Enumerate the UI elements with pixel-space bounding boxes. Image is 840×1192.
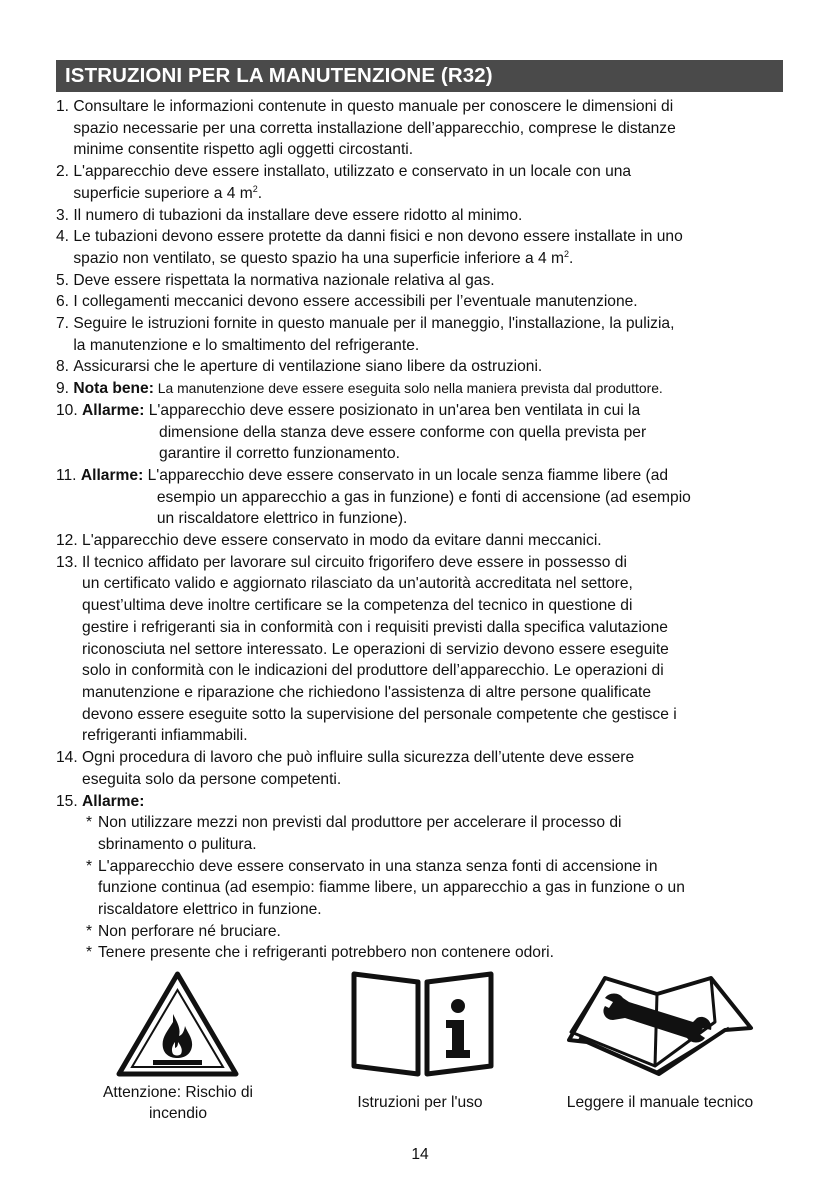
bullet-star: * (86, 922, 93, 940)
item-text-part: superficie superiore a 4 m (73, 184, 253, 202)
item-text (82, 400, 786, 422)
technical-manual-wrench-icon (565, 970, 755, 1080)
list-item (56, 530, 786, 552)
item-text: Le tubazioni devono essere protette da danni fisici e non devono essere installate in uno (73, 228, 683, 246)
bullet-star: * (86, 857, 93, 875)
bullet-text: L'apparecchio deve essere conservato in una stanza senza fonti di accensione in (98, 857, 658, 875)
item-text: L'apparecchio deve essere installato, utilizzato e conservato in un locale con una (73, 163, 632, 181)
item-text: devono essere eseguite sotto la supervisione del personale competente che gestisce i (82, 705, 677, 723)
list-item (56, 356, 786, 378)
item-text: Il tecnico affidato per lavorare sul circuito frigorifero deve essere in possesso di (82, 553, 627, 571)
list-item (56, 791, 786, 813)
list-item (56, 465, 786, 530)
item-text: solo in conformità con le indicazioni del produttore dell’apparecchio. Le operazioni di (82, 662, 664, 680)
item-text: spazio necessarie per una corretta installazione dell’apparecchio, comprese le distanze (73, 119, 676, 137)
caption-line: Istruzioni per l'uso (357, 1094, 483, 1111)
item-text-part: spazio non ventilato, se questo spazio ha una superficie inferiore a 4 m (73, 249, 564, 267)
item-text: L'apparecchio deve essere conservato in modo da evitare danni meccanici. (82, 532, 602, 550)
list-item (56, 226, 786, 269)
note-label: Nota bene: (73, 380, 154, 398)
item-number: 9. (56, 380, 74, 398)
instructions-list (56, 96, 786, 964)
bullet-item (56, 812, 786, 855)
list-item (56, 270, 786, 292)
item-text (73, 183, 786, 205)
item-text: manutenzione e riparazione che richiedono l'assistenza di altre persone qualificate (82, 683, 652, 701)
list-item (56, 378, 786, 400)
bullet-text: Tenere presente che i refrigeranti potrebbero non contenere odori. (98, 944, 554, 962)
item-text: dimensione della stanza deve essere conforme con quella prevista per (159, 423, 647, 441)
item-text: eseguita solo da persone competenti. (82, 770, 342, 788)
item-number: 13. (56, 553, 83, 571)
item-text: I collegamenti meccanici devono essere accessibili per l’eventuale manutenzione. (73, 293, 638, 311)
fire-warning-caption (80, 1082, 276, 1124)
item-text: garantire il corretto funzionamento. (159, 445, 400, 463)
user-manual-info-icon (350, 970, 495, 1080)
warning-label: Allarme: (82, 401, 145, 419)
item-number: 15. (56, 792, 83, 810)
item-number: 11. (56, 466, 81, 484)
bullet-star: * (86, 814, 93, 832)
item-number: 4. (56, 228, 74, 246)
caption-line: incendio (148, 1105, 208, 1122)
list-item (56, 400, 786, 465)
item-text: un riscaldatore elettrico in funzione). (156, 510, 408, 528)
user-manual-caption (330, 1092, 510, 1113)
item-text-part: La manutenzione deve essere eseguita solo nella maniera prevista dal produttore. (153, 380, 663, 397)
item-number: 2. (56, 163, 74, 181)
section-title: ISTRUZIONI PER LA MANUTENZIONE (R32) (56, 60, 783, 92)
item-text: Deve essere rispettata la normativa nazionale relativa al gas. (73, 271, 495, 289)
superscript: 2 (252, 183, 258, 194)
bullet-star: * (86, 944, 93, 962)
item-text: minime consentite rispetto agli oggetti circostanti. (73, 141, 414, 159)
item-text: Ogni procedura di lavoro che può influire sulla sicurezza dell’utente deve essere (82, 749, 635, 767)
list-item (56, 313, 786, 356)
list-item (56, 552, 786, 747)
item-text: Consultare le informazioni contenute in questo manuale per conoscere le dimensioni di (73, 98, 674, 115)
item-text: un certificato valido e aggiornato rilasciato da un'autorità accreditata nel settore, (82, 575, 633, 593)
item-number: 6. (56, 293, 74, 311)
item-text: riconosciuta nel settore interessato. Le operazioni di servizio devono essere eseguite (82, 640, 669, 658)
list-item (56, 96, 786, 161)
item-text: Assicurarsi che le aperture di ventilazione siano libere da ostruzioni. (73, 358, 543, 376)
item-text: Il numero di tubazioni da installare deve essere ridotto al minimo. (73, 206, 523, 224)
item-text: la manutenzione e lo smaltimento del refrigerante. (73, 336, 420, 354)
warning-label: Allarme: (80, 466, 144, 484)
item-number: 12. (56, 532, 83, 550)
item-text: esempio un apparecchio a gas in funzione) e fonti di accensione (ad esempio (156, 488, 691, 506)
warning-label: Allarme: (82, 792, 145, 810)
bullet-text: riscaldatore elettrico in funzione. (98, 901, 322, 919)
bullet-text: funzione continua (ad esempio: fiamme libere, un apparecchio a gas in funzione o un (98, 879, 685, 897)
item-text (73, 378, 786, 400)
item-number: 14. (56, 749, 83, 767)
item-text: refrigeranti infiammabili. (82, 727, 248, 745)
item-number: 10. (56, 401, 83, 419)
item-text (73, 248, 786, 270)
item-text: gestire i refrigeranti sia in conformità con i requisiti previsti dalla specifica valutazione (82, 618, 668, 636)
bullet-text: Non perforare né bruciare. (98, 922, 281, 940)
item-number: 5. (56, 271, 74, 289)
item-text-part: L'apparecchio deve essere posizionato in un'area ben ventilata in cui la (144, 401, 641, 419)
page-number: 14 (411, 1146, 429, 1163)
item-text-part: L'apparecchio deve essere conservato in un locale senza fiamme libere (ad (143, 466, 669, 484)
list-item (56, 291, 786, 313)
bullet-text: Non utilizzare mezzi non previsti dal produttore per accelerare il processo di (98, 814, 622, 832)
bullet-item (56, 856, 786, 921)
technical-manual-caption (545, 1092, 775, 1113)
item-number: 8. (56, 358, 74, 376)
list-item (56, 161, 786, 204)
bullet-text: sbrinamento o pulitura. (98, 835, 257, 853)
superscript: 2 (563, 248, 569, 259)
item-number: 1. (56, 98, 74, 115)
item-text: quest’ultima deve inoltre certificare se la competenza del tecnico in questione di (82, 597, 633, 615)
item-text-part: . (569, 249, 574, 267)
item-number: 7. (56, 315, 74, 333)
list-item (56, 205, 786, 227)
item-number: 3. (56, 206, 74, 224)
list-item (56, 747, 786, 790)
bullet-item (56, 921, 786, 943)
caption-line: Attenzione: Rischio di (103, 1084, 253, 1101)
item-text-part: . (257, 184, 263, 202)
fire-warning-icon (115, 970, 240, 1080)
symbols-row (0, 960, 840, 1130)
caption-line: Leggere il manuale tecnico (566, 1094, 754, 1111)
item-text: Seguire le istruzioni fornite in questo manuale per il maneggio, l'installazione, la pulizia, (73, 315, 675, 333)
item-text (81, 465, 786, 487)
